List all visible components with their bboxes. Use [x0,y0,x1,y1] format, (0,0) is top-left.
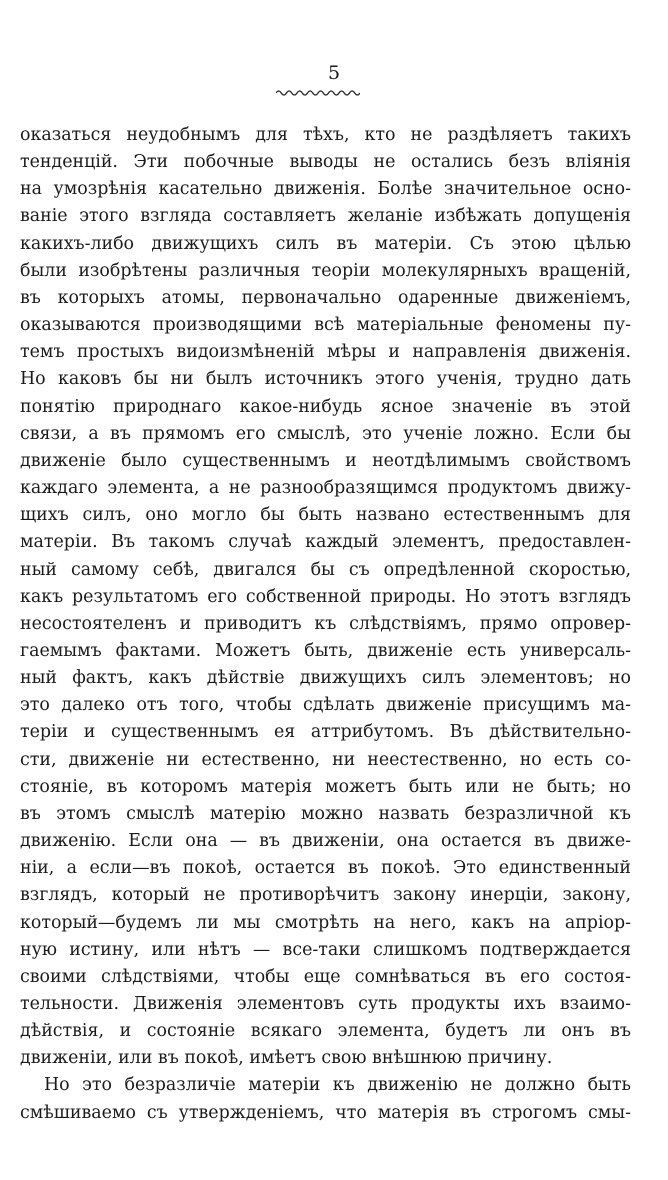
text-line: связи, а въ прямомъ его смыслѣ, это ученіе ложно. Если бы [20,423,631,444]
text-line: понятію природнаго какое-нибудь ясное значеніе въ этой [20,396,631,417]
text-line: который—будемъ ли мы смотрѣть на него, какъ на апріор- [20,912,631,933]
text-line: теріи и существеннымъ ея аттрибутомъ. Въ дѣйствительно- [20,722,631,743]
text-line: тенденцій. Эти побочные выводы не остались безъ вліянія [20,152,631,173]
text-line: смѣшиваемо съ утвержденіемъ, что матерія въ строгомъ смы- [20,1102,631,1123]
text-line: тельности. Движенія элементовъ суть продукты ихъ взаимо- [20,994,631,1014]
text-line: какъ результатомъ его собственной природы. Но этотъ взглядъ [20,586,631,607]
text-line: ный самому себѣ, двигался бы съ опредѣленной скоростью, [20,559,631,580]
text-line: стояніе, въ которомъ матерія можетъ быть или не быть; но [20,776,631,797]
text-line: движенію. Если она — въ движеніи, она остается въ движе- [20,831,631,852]
text-line: дѣйствія, и состояніе всякаго элемента, будетъ ли онъ въ [20,1021,631,1042]
text-line: каждаго элемента, а не разнообразящимся продуктомъ движу- [20,478,631,499]
text-line: оказываются производящими всѣ матеріальные феномены пу- [20,315,631,336]
text-line: темъ простыхъ видоизмѣненій мѣры и направленія движенія. [20,342,631,363]
body-text [20,122,631,1127]
text-line: оказаться неудобнымъ для тѣхъ, кто не раздѣляетъ такихъ [20,125,631,145]
text-line: въ этомъ смыслѣ матерію можно назвать безразличной къ [20,803,631,824]
text-line: своими слѣдствіями, чтобы еще сомнѣваться въ его состоя- [20,966,631,987]
text-line: движеніе было существеннымъ и неотдѣлимымъ свойствомъ [20,450,631,471]
text-line: сти, движеніе ни естественно, ни неестественно, но есть со- [20,749,631,770]
text-line: на умозрѣнія касательно движенія. Болѣе значительное осно- [20,179,631,200]
wavy-rule-ornament [276,88,360,98]
text-line: въ которыхъ атомы, первоначально одаренные движеніемъ, [20,287,631,308]
text-line: несостоятеленъ и приводитъ къ слѣдствіямъ, прямо опровер- [20,613,631,634]
text-line: какихъ-либо движущихъ силъ въ матеріи. Съ этою цѣлью [20,233,631,254]
text-line: взглядъ, который не противорѣчитъ закону инерціи, закону, [20,885,631,906]
text-line: ный фактъ, какъ дѣйствіе движущихъ силъ элементовъ; но [20,668,631,689]
text-line: ную истину, или нѣтъ — все-таки слишкомъ подтверждается [20,939,631,960]
text-line: ніи, а если—въ покоѣ, остается въ покоѣ. Это единственный [20,858,631,879]
text-line: это далеко отъ того, чтобы сдѣлать движеніе присущимъ ма- [20,695,631,716]
text-line: ваніе этого взгляда составляетъ желаніе избѣжать допущенія [20,206,631,227]
text-line: движеніи, или въ покоѣ, имѣетъ свою внѣшнюю причину. [20,1048,553,1069]
text-line: щихъ силъ, оно могло бы быть названо естественнымъ для [20,505,631,526]
text-line: Но каковъ бы ни былъ источникъ этого ученія, трудно дать [20,369,631,390]
text-line: матеріи. Въ такомъ случаѣ каждый элементъ, предоставлен- [20,532,631,553]
text-line: Но это безразличіе матеріи къ движенію не должно быть [44,1075,631,1096]
text-line: гаемымъ фактами. Можетъ быть, движеніе есть универсаль- [20,640,631,661]
page-number: 5 [327,62,341,84]
text-line: были изобрѣтены различныя теоріи молекулярныхъ вращеній, [20,260,631,281]
